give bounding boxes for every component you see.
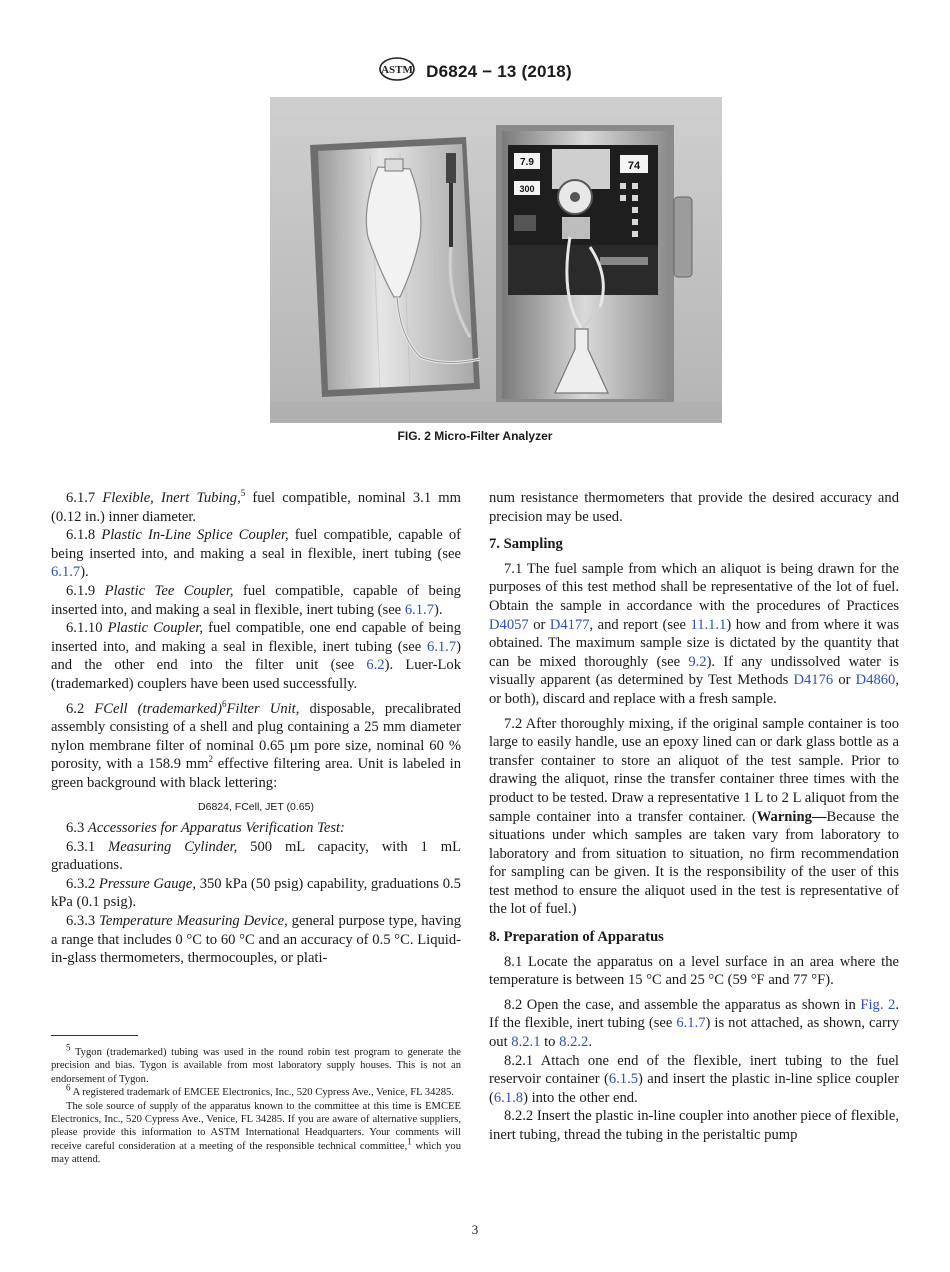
astm-logo-icon	[378, 56, 416, 87]
cross-reference-link[interactable]: 6.1.7	[426, 638, 457, 655]
footnote-rule	[51, 1035, 138, 1036]
svg-text:300: 300	[519, 184, 535, 194]
cross-reference-link[interactable]: 8.2.1	[511, 1034, 541, 1051]
section-number: 6.3	[66, 820, 85, 837]
cross-reference-link[interactable]: 11.1.1	[690, 616, 727, 633]
continued-paragraph: num resistance thermometers that provide the desired accuracy and precision may be used.	[489, 490, 899, 525]
paragraph-text: .	[588, 1034, 592, 1051]
item-title: Temperature Measuring Device,	[99, 913, 288, 930]
paragraph-text: 350 kPa (50 psig) capability, graduations 0.5 kPa (0.1 psig).	[51, 875, 461, 911]
paragraph-text: to	[540, 1034, 560, 1051]
paragraph-text: 7.1 The fuel sample from which an aliquot is being drawn for the purposes of this test method shall be representative of the lot of fuel. Obtain the sample in accordance with the procedures of Practices	[489, 560, 899, 614]
paragraph-6-1-9	[51, 582, 461, 619]
item-title: Measuring Cylinder,	[108, 838, 238, 855]
paragraph-6-3-1	[51, 838, 461, 875]
standard-link[interactable]: D4176	[793, 672, 834, 689]
paragraph-8-2	[489, 996, 899, 1052]
standard-link[interactable]: D4057	[489, 616, 529, 633]
paragraph-text: general purpose type, having a range that includes 0 °C to 60 °C and an accuracy of 0.5 °C. Liquid-in-glass thermometers, thermocouples, or plati-	[51, 913, 461, 967]
item-title: Pressure Gauge,	[98, 875, 196, 892]
item-title: Flexible, Inert Tubing,	[102, 490, 241, 506]
paragraph-text: 500 mL capacity, with 1 mL graduations.	[51, 838, 461, 874]
footnote-5	[51, 1042, 461, 1086]
section-number: 6.3.3	[66, 913, 96, 930]
footnote-text: Tygon (trademarked) tubing was used in the round robin test program to generate the precision and bias. Tygon is available from most laboratory supply houses. This is not an endorsement of Tygon.	[51, 1047, 461, 1085]
paragraph-text: effective filtering area. Unit is labeled in green background with black lettering:	[51, 756, 461, 791]
section-number: 6.3.1	[66, 838, 96, 855]
cross-reference-link[interactable]: 8.2.2	[559, 1034, 589, 1051]
paragraph-text: , disposable, precalibrated assembly consisting of a shell and plug containing a 25 mm diameter nylon membrane filter of nominal 0.65 µm pore size, nominal 60 % porosity, with a 158.9 mm	[51, 700, 461, 773]
footnote-mark: 1	[407, 1136, 412, 1147]
section-number: 6.1.8	[66, 527, 96, 544]
paragraph-text: fuel compatible, capable of being inserted into, and making a seal in flexible, inert tubing (see	[51, 527, 462, 562]
paragraph-text: fuel compatible, one end capable of being inserted into, and making a seal in flexible, inert tubing (see	[51, 620, 462, 655]
footnote-mark: 6	[66, 1082, 71, 1093]
section-number: 6.3.2	[66, 875, 96, 892]
item-title: Plastic Coupler,	[107, 620, 204, 637]
figure-link[interactable]: Fig. 2	[860, 996, 896, 1013]
footnote-supply	[51, 1100, 461, 1167]
paragraph-6-1-10	[51, 619, 461, 693]
footnote-6	[51, 1082, 461, 1099]
right-column	[489, 489, 899, 1145]
paragraph-text: Because the situations under which samples are taken vary from laboratory to laboratory and from situation to situation, no firm recommendation for sampling can be given. It is the responsibility of the user of this test method to ensure the aliquot used in the test is representative of the lot of fuel.)	[489, 808, 899, 918]
paragraph-text: 8.2.1 Attach one end of the flexible, inert tubing to the fuel reservoir container (	[489, 1052, 899, 1088]
item-title: Plastic Tee Coupler,	[104, 582, 234, 599]
footnote-mark: 5	[66, 1042, 71, 1053]
paragraph-6-2	[51, 700, 461, 793]
footnotes	[51, 1042, 461, 1167]
paragraph-text: 8.2 Open the case, and assemble the apparatus as shown in	[504, 996, 861, 1013]
paragraph-8-1: 8.1 Locate the apparatus on a level surface in an area where the temperature is between 15 °C and 25 °C (59 °F and 77 °F).	[489, 953, 899, 989]
cross-reference-link[interactable]: 6.1.8	[493, 1089, 524, 1106]
paragraph-6-1-7	[51, 489, 461, 526]
paragraph-8-2-1	[489, 1052, 899, 1108]
paragraph-7-1	[489, 560, 899, 709]
paragraph-7-2	[489, 715, 899, 920]
cross-reference-link[interactable]: 6.1.5	[608, 1071, 639, 1088]
paragraph-6-3-3	[51, 912, 461, 968]
paragraph-text: fuel compatible, capable of being inserted into, and making a seal in flexible, inert tubing (see	[51, 582, 461, 618]
page-header	[0, 56, 950, 87]
cross-reference-link[interactable]: 6.1.7	[676, 1015, 706, 1032]
paragraph-6-1-8	[51, 526, 461, 582]
svg-text:ASTM: ASTM	[381, 64, 414, 76]
svg-text:74: 74	[627, 160, 641, 172]
paragraph-text: ) into the other end.	[523, 1089, 638, 1106]
paragraph-text: , and report (see	[589, 616, 691, 633]
item-title: Accessories for Apparatus Verification Test:	[87, 820, 345, 837]
footnote-mark: 6	[221, 698, 227, 709]
paragraph-text: ) and insert the plastic in-line splice coupler (	[489, 1071, 900, 1106]
standard-link[interactable]: D4177	[549, 616, 590, 633]
footnote-text: which you may attend.	[51, 1140, 461, 1166]
cross-reference-link[interactable]: 6.1.7	[51, 564, 81, 581]
section-number: 6.2	[66, 700, 85, 717]
paragraph-text: , or both), discard and replace with a fresh sample.	[489, 672, 899, 707]
page-number: 3	[471, 1222, 479, 1237]
footnote-mark: 5	[240, 488, 246, 499]
paragraph-text: ).	[80, 564, 89, 581]
left-column	[51, 489, 461, 968]
standard-link[interactable]: D4860	[855, 672, 896, 689]
paragraph-6-3-2	[51, 875, 461, 912]
item-title: Plastic In-Line Splice Coupler,	[101, 527, 289, 544]
paragraph-text: ) how and from where it was obtained. The maximum sample size is dictated by the quantity that can be mixed thoroughly (see	[489, 616, 900, 670]
section-heading-preparation: 8. Preparation of Apparatus	[489, 929, 664, 946]
cross-reference-link[interactable]: 6.2	[366, 657, 385, 674]
paragraph-6-3	[51, 819, 461, 838]
footnote-text: A registered trademark of EMCEE Electronics, Inc., 520 Cypress Ave., Venice, FL 34285.	[70, 1087, 454, 1099]
item-title: FCell (trademarked)	[94, 700, 222, 717]
section-number: 6.1.10	[66, 620, 103, 637]
paragraph-text: 7.2 After thoroughly mixing, if the original sample container is too large to easily handle, use an epoxy lined can or dark glass bottle as a transfer container to store an aliquot of the test sample. Prior to drawing the aliquot, rinse the transfer container three times with the product to be tested. Draw a representative 1 L to 2 L aliquot from the sample container into a transfer container. (	[489, 715, 899, 825]
superscript: 2	[208, 754, 213, 765]
warning-label: Warning—	[756, 808, 827, 825]
document-designation: D6824 − 13 (2018)	[426, 61, 572, 81]
paragraph-text: . If the flexible, inert tubing (see	[489, 996, 899, 1032]
paragraph-text: or	[833, 672, 856, 689]
paragraph-text: or	[528, 616, 550, 633]
section-number: 6.1.7	[66, 490, 96, 506]
figure-photo	[270, 97, 722, 423]
paragraph-text: ). Luer-Lok (trademarked) couplers have been used successfully.	[51, 657, 461, 692]
cross-reference-link[interactable]: 6.1.7	[404, 601, 434, 618]
footnote-text: The sole source of supply of the apparatus known to the committee at this time is EMCEE Electronics, Inc., 520 Cypress Ave., Venice, FL 34285. If you are aware of alternative suppliers, please provide this information to ASTM International Headquarters. Your comments will receive careful consideration at a meeting of the responsible technical committee,	[51, 1100, 461, 1152]
item-title: Filter Unit	[226, 700, 296, 717]
paragraph-text: ) is not attached, as shown, carry out	[489, 1015, 899, 1051]
figure-caption: FIG. 2 Micro-Filter Analyzer	[397, 429, 553, 443]
unit-label-line: D6824, FCell, JET (0.65)	[198, 800, 314, 813]
paragraph-text: ).	[434, 601, 443, 618]
paragraph-text: fuel compatible, nominal 3.1 mm (0.12 in.) inner diameter.	[51, 490, 461, 525]
paragraph-text: ). If any undissolved water is visually apparent (as determined by Test Methods	[489, 653, 899, 689]
svg-text:7.9: 7.9	[520, 157, 534, 168]
section-heading-sampling: 7. Sampling	[489, 536, 563, 553]
paragraph-text: ) and the other end into the filter unit (see	[51, 638, 461, 674]
cross-reference-link[interactable]: 9.2	[688, 653, 707, 670]
section-number: 6.1.9	[66, 582, 96, 599]
paragraph-8-2-2: 8.2.2 Insert the plastic in-line coupler into another piece of flexible, inert tubing, thread the tubing in the peristaltic pump	[489, 1108, 899, 1143]
